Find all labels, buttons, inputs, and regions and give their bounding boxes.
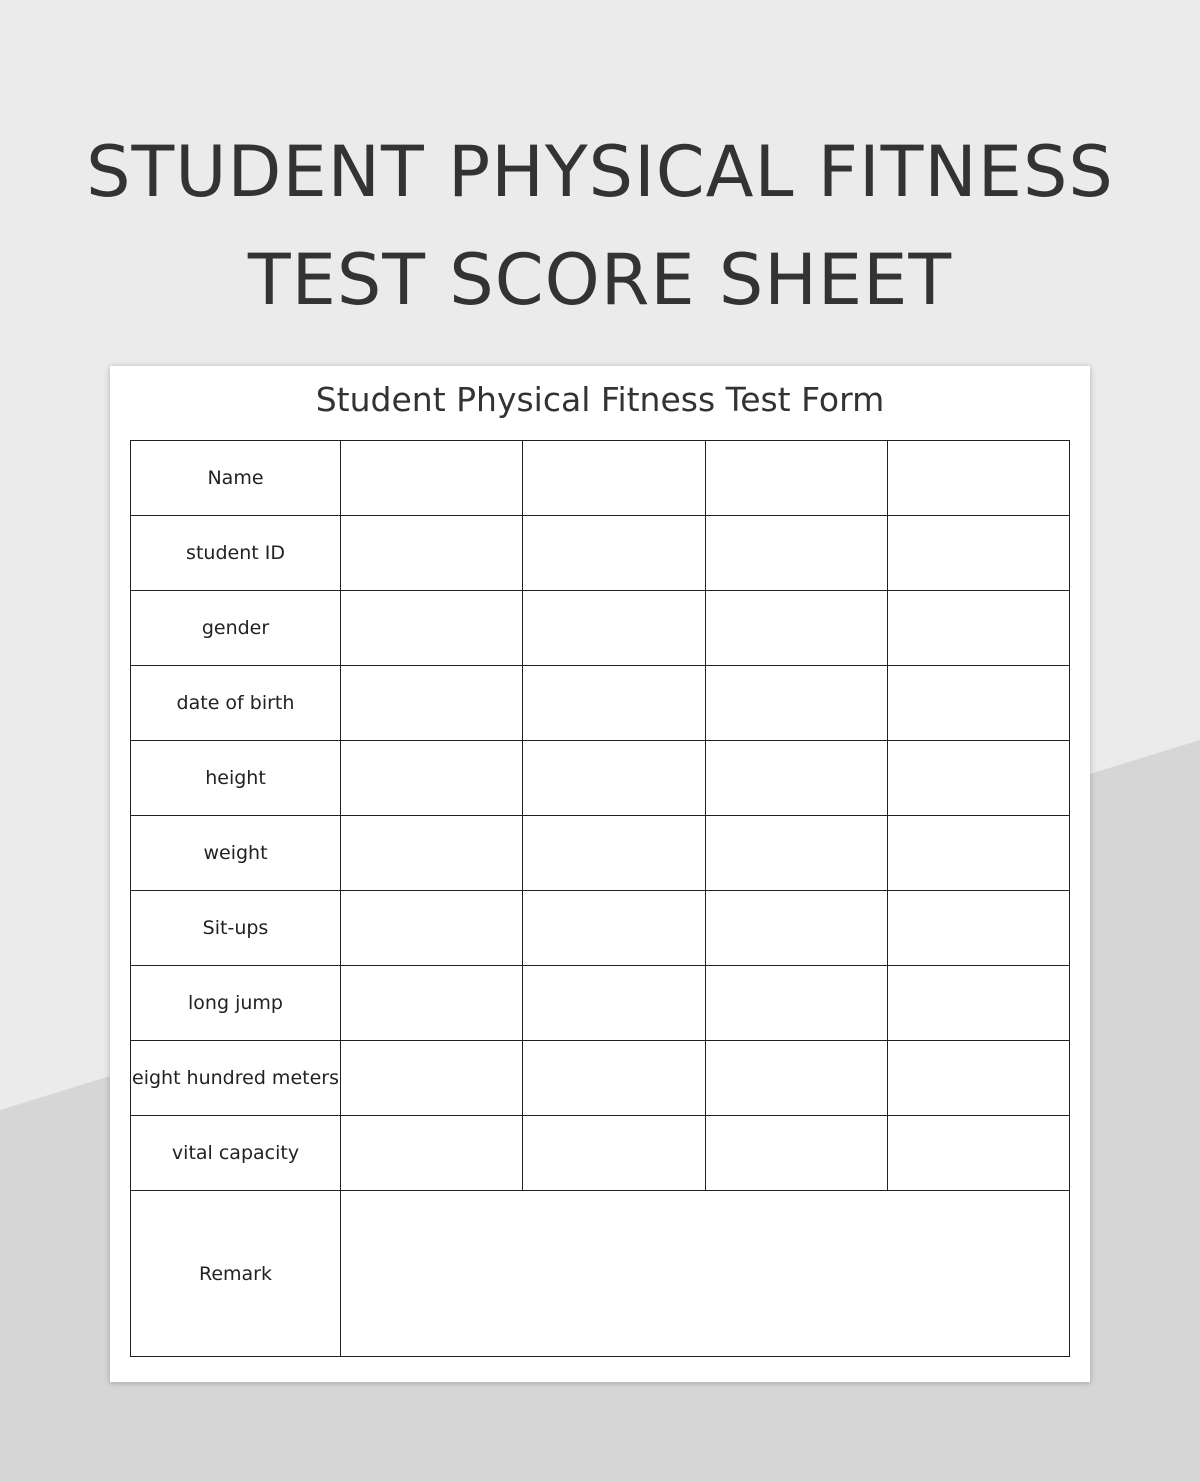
entry-cell[interactable] [705,1041,887,1116]
remark-row [131,1191,1070,1357]
entry-cell[interactable] [341,516,523,591]
entry-cell[interactable] [705,741,887,816]
row-label: height [131,741,341,816]
row-label: eight hundred meters [131,1041,341,1116]
form-title: Student Physical Fitness Test Form [315,380,885,419]
row-label: long jump [131,966,341,1041]
table-row [131,1041,1070,1116]
page-title [0,118,1200,334]
table-row [131,1116,1070,1191]
entry-cell[interactable] [523,591,705,666]
entry-cell[interactable] [887,591,1069,666]
table-row [131,441,1070,516]
table-row [131,516,1070,591]
entry-cell[interactable] [341,441,523,516]
entry-cell[interactable] [887,441,1069,516]
row-label: date of birth [131,666,341,741]
entry-cell[interactable] [705,816,887,891]
table-row [131,891,1070,966]
row-label: Sit-ups [131,891,341,966]
table-row [131,666,1070,741]
entry-cell[interactable] [887,891,1069,966]
entry-cell[interactable] [523,816,705,891]
entry-cell[interactable] [523,891,705,966]
table-row [131,741,1070,816]
entry-cell[interactable] [341,1116,523,1191]
page-title-line-1: STUDENT PHYSICAL FITNESS [86,131,1114,213]
entry-cell[interactable] [523,441,705,516]
entry-cell[interactable] [341,741,523,816]
row-label: vital capacity [131,1116,341,1191]
row-label: gender [131,591,341,666]
row-label: student ID [131,516,341,591]
score-sheet [110,366,1090,1382]
entry-cell[interactable] [887,516,1069,591]
entry-cell[interactable] [523,666,705,741]
entry-cell[interactable] [341,966,523,1041]
table-row [131,816,1070,891]
entry-cell[interactable] [705,666,887,741]
table-row [131,591,1070,666]
entry-cell[interactable] [887,1041,1069,1116]
page-title-line-2: TEST SCORE SHEET [247,239,953,321]
entry-cell[interactable] [341,591,523,666]
entry-cell[interactable] [705,966,887,1041]
fitness-test-table [130,440,1070,1357]
entry-cell[interactable] [705,516,887,591]
entry-cell[interactable] [705,891,887,966]
entry-cell[interactable] [341,1041,523,1116]
entry-cell[interactable] [523,516,705,591]
entry-cell[interactable] [341,891,523,966]
remark-label: Remark [131,1191,341,1357]
entry-cell[interactable] [523,1041,705,1116]
entry-cell[interactable] [523,741,705,816]
remark-cell[interactable] [341,1191,1070,1357]
table-body [131,441,1070,1357]
entry-cell[interactable] [887,816,1069,891]
entry-cell[interactable] [705,1116,887,1191]
entry-cell[interactable] [705,591,887,666]
entry-cell[interactable] [887,966,1069,1041]
entry-cell[interactable] [341,816,523,891]
entry-cell[interactable] [887,1116,1069,1191]
entry-cell[interactable] [341,666,523,741]
table-row [131,966,1070,1041]
entry-cell[interactable] [523,1116,705,1191]
entry-cell[interactable] [887,666,1069,741]
entry-cell[interactable] [887,741,1069,816]
entry-cell[interactable] [705,441,887,516]
row-label: weight [131,816,341,891]
row-label: Name [131,441,341,516]
entry-cell[interactable] [523,966,705,1041]
